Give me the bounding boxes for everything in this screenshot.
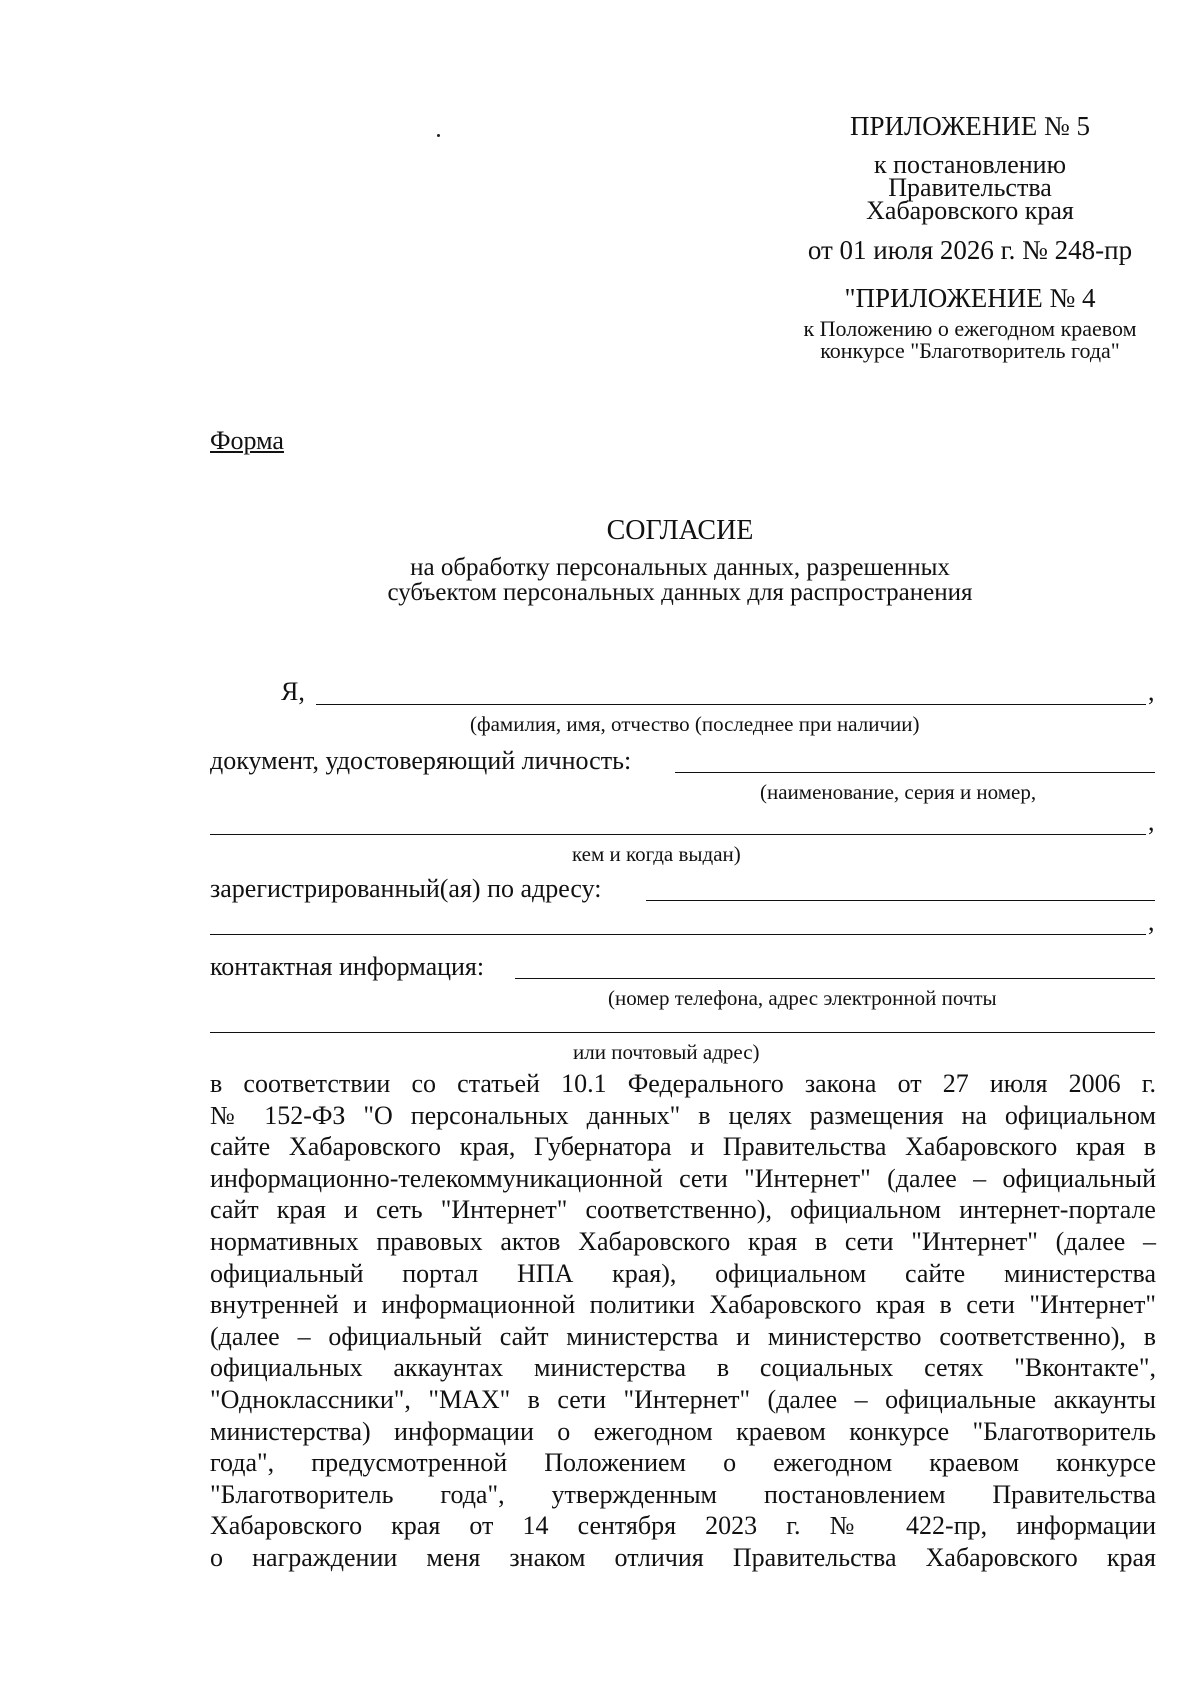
document-label: документ, удостоверяющий личность: — [210, 746, 632, 775]
body-line: Хабаровского края от 14 сентября 2023 г. № 422-пр, информации — [210, 1511, 1157, 1541]
contact-field[interactable] — [515, 978, 1155, 979]
scan-speck — [437, 134, 440, 137]
form-label: Форма — [210, 426, 284, 455]
subtitle-line-2: субъектом персональных данных для распространения — [387, 579, 973, 606]
document-comma: , — [1148, 807, 1155, 836]
date-number-text: от 01 июля 2026 г. № 248-пр — [807, 235, 1133, 265]
consent-body — [210, 1068, 1156, 1574]
body-line: министерства) информации о ежегодном краевом конкурсе "Благотворитель — [210, 1416, 1157, 1446]
to-resolution-text: к постановлению — [873, 150, 1067, 179]
resolution-reference — [760, 150, 1180, 225]
consent-title: СОГЛАСИЕ — [606, 515, 754, 546]
consent-subtitle — [0, 555, 1200, 605]
body-line: года", предусмотренной Положением о ежегодном краевом конкурсе — [210, 1448, 1157, 1478]
resolution-date — [760, 234, 1180, 266]
regulation-line-1: к Положению о ежегодном краевом — [803, 316, 1137, 341]
subtitle-line-1: на обработку персональных данных, разрешенных — [410, 554, 950, 581]
address-comma: , — [1148, 907, 1155, 936]
appendix-5-header — [760, 110, 1180, 142]
body-line: (далее – официальный сайт министерства и министерство соответственно), в — [210, 1321, 1156, 1351]
fio-comma: , — [1148, 677, 1155, 706]
body-line: № 152-ФЗ "О персональных данных" в целях размещения на официальном — [210, 1100, 1156, 1130]
body-line: сайте Хабаровского края, Губернатора и Правительства Хабаровского края в — [210, 1132, 1157, 1162]
body-line: внутренней и информационной политики Хабаровского края в сети "Интернет" — [210, 1290, 1156, 1320]
body-line: нормативных правовых актов Хабаровского края в сети "Интернет" (далее – — [210, 1226, 1156, 1256]
document-field-2[interactable] — [210, 834, 1146, 835]
document-hint-1: (наименование, серия и номер, — [760, 780, 1037, 804]
body-line: информационно-телекоммуникационной сети "Интернет" (далее – официальный — [210, 1163, 1156, 1193]
appendix-4-header — [760, 282, 1180, 314]
regulation-line-2: конкурсе "Благотворитель года" — [820, 338, 1120, 363]
i-label: Я, — [281, 677, 305, 706]
body-line: официальный портал НПА края), официальном сайте министерства — [210, 1258, 1156, 1288]
body-line: в соответствии со статьей 10.1 Федерального закона от 27 июля 2006 г. — [210, 1069, 1157, 1098]
appendix-5-title: ПРИЛОЖЕНИЕ № 5 — [849, 111, 1091, 141]
contact-field-2[interactable] — [210, 1032, 1155, 1033]
document-field[interactable] — [675, 772, 1155, 773]
address-field[interactable] — [646, 900, 1155, 901]
government-text: Правительства — [888, 173, 1052, 202]
body-line: о награждении меня знаком отличия Правительства Хабаровского края — [210, 1542, 1156, 1572]
body-line: сайт края и сеть "Интернет" соответственно), официальном интернет-портале — [210, 1195, 1156, 1225]
regulation-reference — [760, 318, 1180, 362]
address-label: зарегистрированный(ая) по адресу: — [210, 874, 602, 903]
contact-hint-2: или почтовый адрес) — [573, 1040, 760, 1064]
region-text: Хабаровского края — [866, 196, 1074, 225]
contact-hint-1: (номер телефона, адрес электронной почты — [608, 986, 997, 1010]
fio-field[interactable] — [316, 704, 1146, 705]
address-field-2[interactable] — [210, 934, 1146, 935]
body-line: официальных аккаунтах министерства в социальных сетях "Вконтакте", — [210, 1353, 1157, 1383]
fio-hint: (фамилия, имя, отчество (последнее при наличии) — [470, 712, 920, 736]
body-line: "Благотворитель года", утвержденным постановлением Правительства — [210, 1479, 1156, 1509]
document-hint-2: кем и когда выдан) — [572, 842, 741, 866]
body-line: "Одноклассники", "MAX" в сети "Интернет" (далее – официальные аккаунты — [210, 1384, 1156, 1414]
contact-label: контактная информация: — [210, 952, 485, 981]
appendix-4-title: "ПРИЛОЖЕНИЕ № 4 — [844, 283, 1096, 313]
